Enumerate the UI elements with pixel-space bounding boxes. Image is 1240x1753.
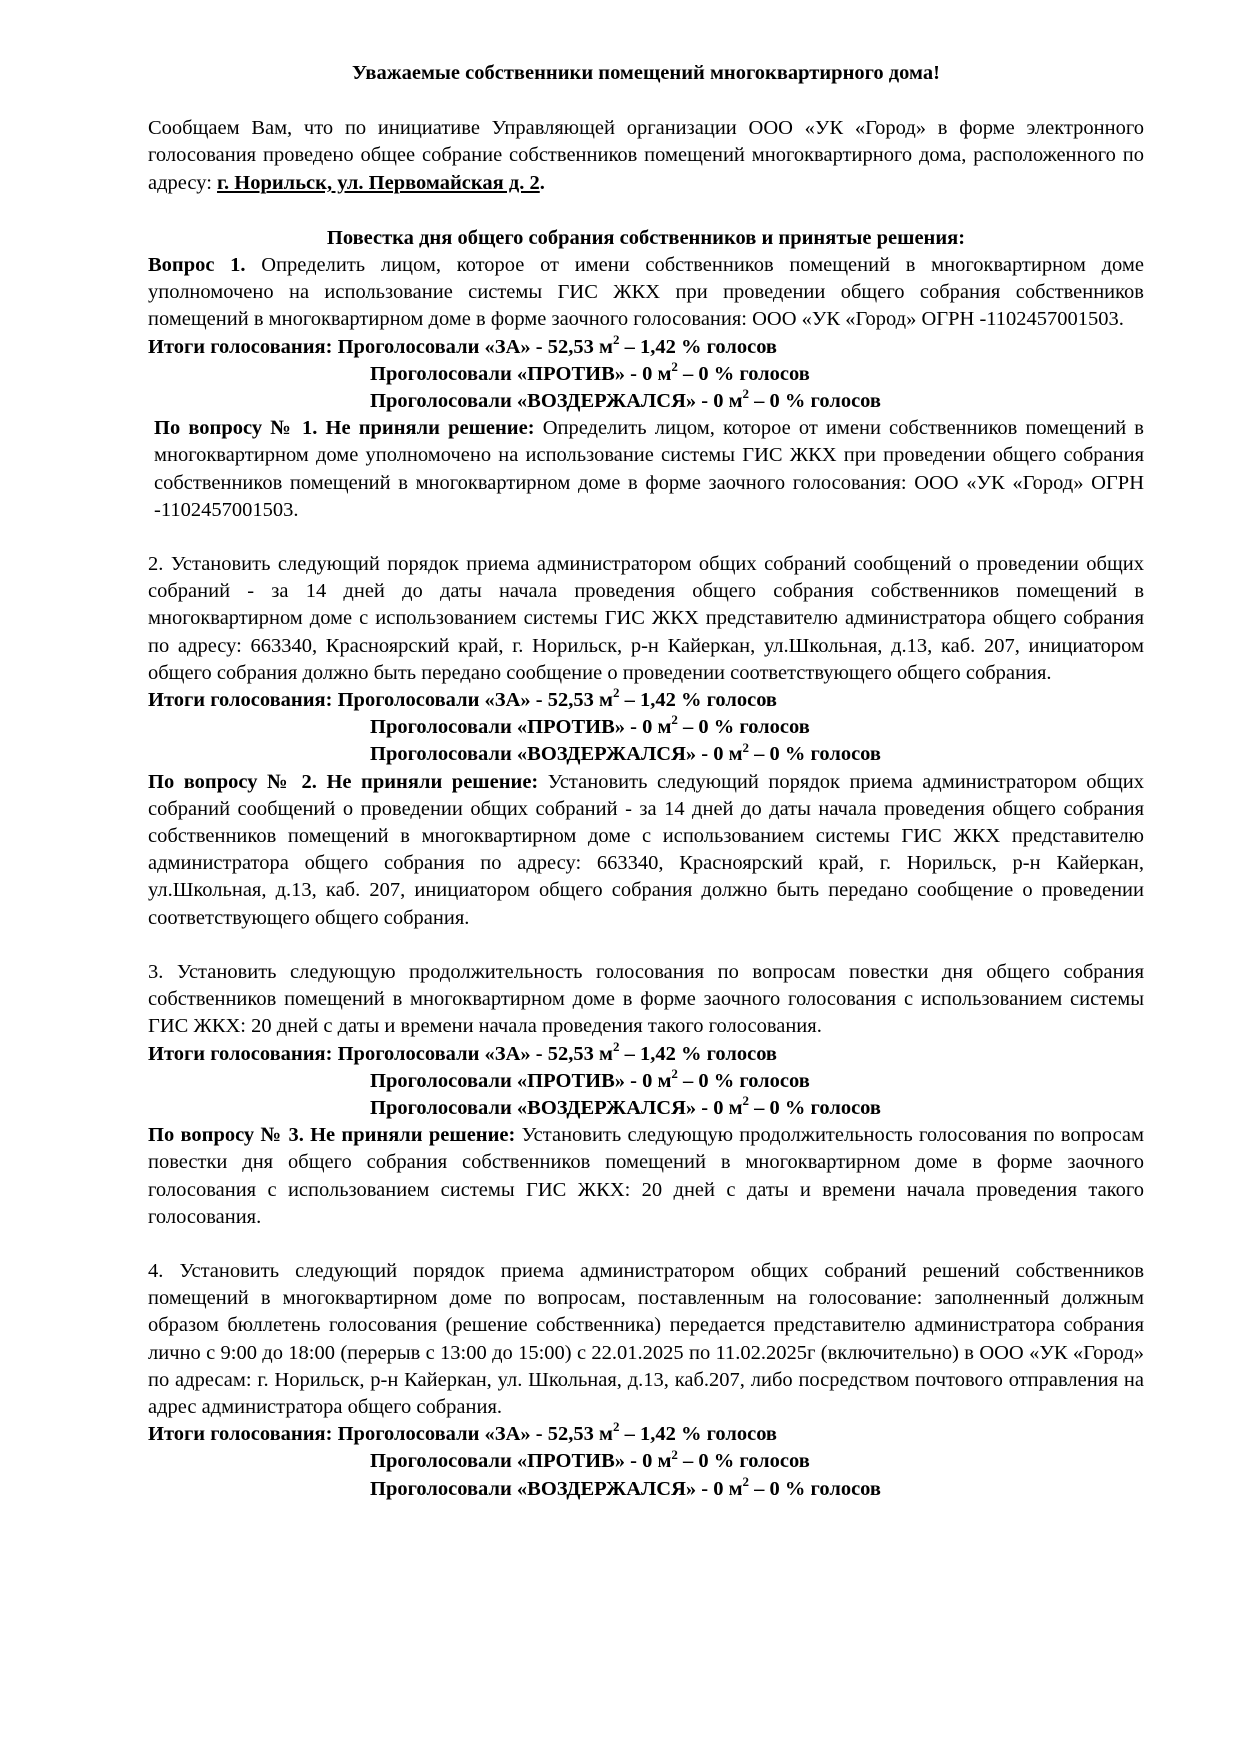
votes-abstain-percent: – 0 % голосов <box>749 390 881 413</box>
sq-m-sup: 2 <box>742 1473 750 1489</box>
voting-results-1 <box>148 331 1144 416</box>
results-abstain <box>148 388 1144 415</box>
votes-abstain: Проголосовали «ВОЗДЕРЖАЛСЯ» - 0 м <box>370 1096 743 1119</box>
results-against <box>148 361 1144 388</box>
decision-1-label: По вопросу № 1. Не приняли решение: <box>154 417 535 440</box>
results-against <box>148 714 1144 741</box>
sq-m-sup: 2 <box>671 1065 678 1081</box>
sq-m-sup: 2 <box>671 359 678 374</box>
votes-for-percent: – 1,42 % голосов <box>619 1423 778 1446</box>
votes-against-percent: – 0 % голосов <box>677 716 810 739</box>
votes-against-percent: – 0 % голосов <box>677 1450 810 1473</box>
agenda-heading: Повестка дня общего собрания собственников и принятые решения: <box>326 226 966 249</box>
votes-against: Проголосовали «ПРОТИВ» - 0 м <box>370 1069 672 1092</box>
sq-m-sup: 2 <box>742 1093 750 1109</box>
sq-m-sup: 2 <box>612 1419 620 1435</box>
votes-abstain: Проголосовали «ВОЗДЕРЖАЛСЯ» - 0 м <box>370 390 743 413</box>
sq-m-sup: 2 <box>671 712 678 728</box>
voting-results-2 <box>148 687 1144 769</box>
results-label: Итоги голосования: <box>148 1423 333 1446</box>
decision-1 <box>148 415 1144 524</box>
intro-paragraph <box>148 115 1144 197</box>
voting-results-4 <box>148 1421 1144 1503</box>
question-1-text: Определить лицом, которое от имени собственников помещений в многоквартирном доме уполномочено на использование системы ГИС ЖКХ при проведении общего собрания собственников помещений в многоквартирном доме в форме заочного голосования: ООО «УК «Город» ОГРН -1102457001503. <box>148 254 1144 331</box>
votes-for: Проголосовали «ЗА» - 52,53 м <box>337 1423 613 1446</box>
votes-for-percent: – 1,42 % голосов <box>619 689 778 712</box>
question-1-label: Вопрос 1. <box>148 254 246 277</box>
intro-end: . <box>539 171 545 194</box>
sq-m-sup: 2 <box>612 685 620 701</box>
votes-abstain: Проголосовали «ВОЗДЕРЖАЛСЯ» - 0 м <box>370 743 743 766</box>
results-abstain <box>148 1473 1144 1503</box>
votes-against: Проголосовали «ПРОТИВ» - 0 м <box>370 362 672 385</box>
results-for <box>148 687 1144 714</box>
votes-for: Проголосовали «ЗА» - 52,53 м <box>337 689 613 712</box>
votes-for: Проголосовали «ЗА» - 52,53 м <box>337 1042 613 1065</box>
sq-m-sup: 2 <box>742 739 750 755</box>
votes-against: Проголосовали «ПРОТИВ» - 0 м <box>370 1450 672 1473</box>
votes-abstain-percent: – 0 % голосов <box>749 743 881 766</box>
results-label: Итоги голосования: <box>148 689 333 712</box>
decision-3 <box>148 1122 1144 1231</box>
votes-for-percent: – 1,42 % голосов <box>619 1042 778 1065</box>
sq-m-sup: 2 <box>612 1038 620 1054</box>
document-title: Уважаемые собственники помещений многоквартирного дома! <box>352 62 940 84</box>
sq-m-sup: 2 <box>671 1446 678 1462</box>
votes-abstain-percent: – 0 % голосов <box>749 1477 881 1500</box>
decision-3-text: Установить следующую продолжительность голосования по вопросам повестки дня общего собрания собственников помещений в многоквартирном доме в форме заочного голосования с использованием системы ГИС ЖКХ: 20 дней с даты и времени начала проведения такого голосования. <box>148 1124 1144 1228</box>
votes-abstain-percent: – 0 % голосов <box>749 1096 881 1119</box>
results-label: Итоги голосования: <box>148 1042 333 1065</box>
results-for <box>148 1421 1144 1448</box>
question-4: 4. Установить следующий порядок приема администратором общих собраний решений собственников помещений в многоквартирном доме по вопросам, поставленным на голосование: заполненный должным образом бюллетень голосования (решение собственника) передается представителю администратора собрания лично с 9:00 до 18:00 (перерыв с 13:00 до 15:00) с 22.01.2025 по 11.02.2025г (включительно) в ООО «УК «Город» по адресам: г. Норильск, р-н Кайеркан, ул. Школьная, д.13, каб.207, либо посредством почтового отправления на адрес администратора общего собрания. <box>148 1259 1144 1418</box>
votes-for: Проголосовали «ЗА» - 52,53 м <box>337 335 613 358</box>
house-address: г. Норильск, ул. Первомайская д. 2 <box>217 171 540 194</box>
results-abstain <box>148 741 1144 768</box>
decision-2-text: Установить следующий порядок приема администратором общих собраний сообщений о проведении общих собраний - за 14 дней до даты начала проведения общего собрания собственников помещений в многоквартирном доме с использованием системы ГИС ЖКХ представителю администратора общего собрания по адресу: 663340, Красноярский край, г. Норильск, р-н Кайеркан, ул.Школьная, д.13, каб. 207, инициатором общего собрания должно быть передано сообщение о проведении соответствующего общего собрания. <box>148 770 1144 929</box>
question-1 <box>148 252 1144 334</box>
decision-1-text: Определить лицом, которое от имени собственников помещений в многоквартирном доме уполномочено на использование системы ГИС ЖКХ при проведении общего собрания собственников помещений в многоквартирном доме в форме заочного голосования: ООО «УК «Город» ОГРН -1102457001503. <box>154 417 1144 521</box>
question-2: 2. Установить следующий порядок приема администратором общих собраний сообщений о проведении общих собраний - за 14 дней до даты начала проведения общего собрания собственников помещений в многоквартирном доме с использованием системы ГИС ЖКХ представителю администратора общего собрания по адресу: 663340, Красноярский край, г. Норильск, р-н Кайеркан, ул.Школьная, д.13, каб. 207, инициатором общего собрания должно быть передано сообщение о проведении соответствующего общего собрания. <box>148 553 1144 684</box>
decision-2-label: По вопросу № 2. Не приняли решение: <box>148 770 539 793</box>
votes-for-percent: – 1,42 % голосов <box>619 335 778 358</box>
question-3: 3. Установить следующую продолжительность голосования по вопросам повестки дня общего собрания собственников помещений в многоквартирном доме в форме заочного голосования с использованием системы ГИС ЖКХ: 20 дней с даты и времени начала проведения такого голосования. <box>148 960 1144 1038</box>
votes-abstain: Проголосовали «ВОЗДЕРЖАЛСЯ» - 0 м <box>370 1477 743 1500</box>
decision-3-label: По вопросу № 3. Не приняли решение: <box>148 1124 516 1147</box>
voting-results-3 <box>148 1038 1144 1123</box>
votes-against-percent: – 0 % голосов <box>677 1069 810 1092</box>
results-for <box>148 331 1144 361</box>
sq-m-sup: 2 <box>612 331 620 347</box>
results-against <box>148 1448 1144 1475</box>
results-label: Итоги голосования: <box>148 335 333 358</box>
sq-m-sup: 2 <box>742 386 750 402</box>
decision-2 <box>148 769 1144 932</box>
results-abstain <box>148 1095 1144 1122</box>
results-for <box>148 1038 1144 1068</box>
intro-text: Сообщаем Вам, что по инициативе Управляющей организации ООО «УК «Город» в форме электронного голосования проведено общее собрание собственников помещений многоквартирного дома, расположенного по адресу: <box>148 117 1144 194</box>
votes-against: Проголосовали «ПРОТИВ» - 0 м <box>370 716 672 739</box>
results-against <box>148 1065 1144 1095</box>
votes-against-percent: – 0 % голосов <box>677 362 810 385</box>
